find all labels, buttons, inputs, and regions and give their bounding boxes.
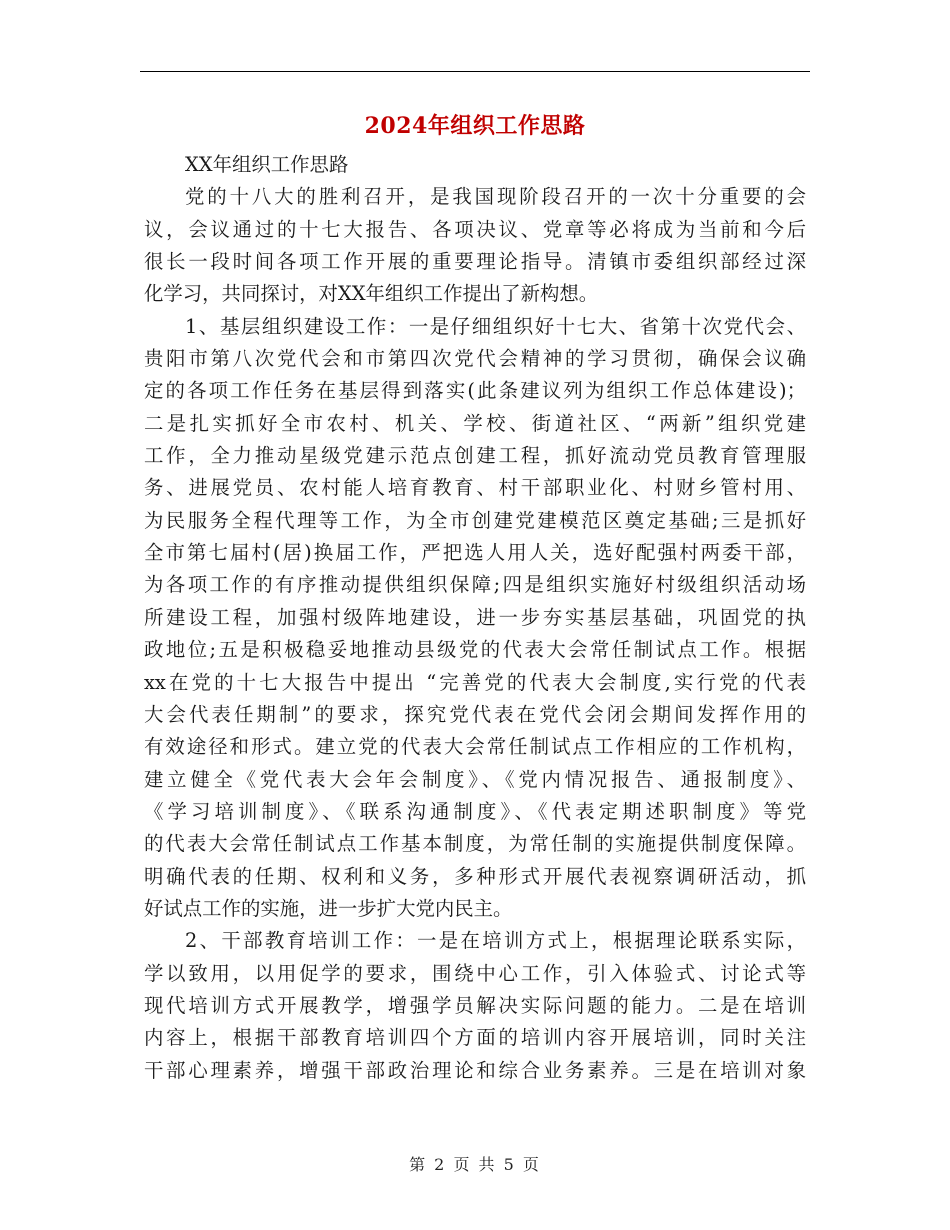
text-line: xx在党的十七大报告中提出 “完善党的代表大会制度,实行党的代表 [144,670,806,694]
document-title: 2024年组织工作思路 [364,113,586,139]
text-line: 建立健全《党代表大会年会制度》、《党内情况报告、通报制度》、 [144,767,806,791]
text-line: 1、基层组织建设工作：一是仔细组织好十七大、省第十次党代会、 [185,314,806,338]
text-line: 好试点工作的实施，进一步扩大党内民主。 [144,896,513,920]
text-line: 为民服务全程代理等工作，为全市创建党建模范区奠定基础;三是抓好 [144,508,806,532]
text-line: 务、进展党员、农村能人培育教育、村干部职业化、村财乡管村用、 [144,476,806,500]
text-line: 现代培训方式开展教学，增强学员解决实际问题的能力。二是在培训 [144,993,806,1017]
text-line: 全市第七届村(居)换届工作，严把选人用人关，选好配强村两委干部， [144,541,806,565]
text-line: 所建设工程，加强村级阵地建设，进一步夯实基层基础，巩固党的执 [144,605,806,629]
page-number: 第 2 页 共 5 页 [409,1155,541,1174]
text-line: 有效途径和形式。建立党的代表大会常任制试点工作相应的工作机构， [144,735,806,759]
text-line: 学以致用，以用促学的要求，围绕中心工作，引入体验式、讨论式等 [144,961,806,985]
text-line: 《学习培训制度》、《联系沟通制度》、《代表定期述职制度》等党 [144,799,806,823]
document-body [144,149,806,1087]
text-line: 2、干部教育培训工作：一是在培训方式上，根据理论联系实际， [185,929,806,953]
text-line: 内容上，根据干部教育培训四个方面的培训内容开展培训，同时关注 [144,1026,806,1050]
text-line: XX年组织工作思路 [185,153,349,176]
text-line: 干部心理素养，增强干部政治理论和综合业务素养。三是在培训对象 [144,1058,806,1082]
text-line: 的代表大会常任制试点工作基本制度，为常任制的实施提供制度保障。 [144,832,806,856]
text-line: 议，会议通过的十七大报告、各项决议、党章等必将成为当前和今后 [144,217,806,241]
text-line: 二是扎实抓好全市农村、机关、学校、街道社区、“两新”组织党建 [144,411,806,435]
text-line: 明确代表的任期、权利和义务，多种形式开展代表视察调研活动，抓 [144,864,806,888]
text-line: 为各项工作的有序推动提供组织保障;四是组织实施好村级组织活动场 [144,573,806,597]
text-line: 化学习，共同探讨，对XX年组织工作提出了新构想。 [144,282,599,306]
text-line: 党的十八大的胜利召开，是我国现阶段召开的一次十分重要的会 [185,185,806,209]
header-rule [140,71,810,72]
text-line: 工作，全力推动星级党建示范点创建工程，抓好流动党员教育管理服 [144,444,806,468]
text-line: 贵阳市第八次党代会和市第四次党代会精神的学习贯彻，确保会议确 [144,347,806,371]
text-line: 定的各项工作任务在基层得到落实(此条建议列为组织工作总体建设)； [144,379,806,403]
text-line: 政地位;五是积极稳妥地推动县级党的代表大会常任制试点工作。根据 [144,638,806,662]
text-line: 很长一段时间各项工作开展的重要理论指导。清镇市委组织部经过深 [144,250,806,274]
text-line: 大会代表任期制”的要求，探究党代表在党代会闭会期间发挥作用的 [144,702,806,726]
